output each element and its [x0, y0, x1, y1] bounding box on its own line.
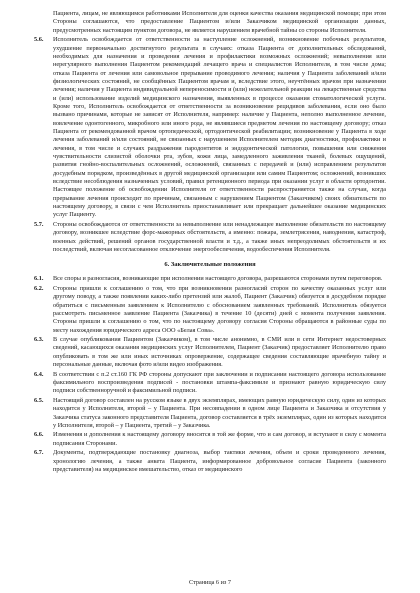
clause-number: 6.3.: [34, 336, 44, 344]
clause-number: 6.7.: [34, 449, 44, 457]
clause-text: Стороны освобождаются от ответственности за невыполнение или ненадлежащее выполнение обязательств по настоящему договору, возникшее вследствие форс-мажорных обстоятельств, а именно: пожара, землетрясения, наводнения, катастроф, военных действий, решений органов государственной власти и т.д., а также иных непреодолимых обстоятельств и их последствий, включая несогласованное отключение энергообеспечения, водообеспечения Исполнителя.: [53, 220, 386, 253]
clause-text: Все споры и разногласия, возникающие при исполнении настоящего договора, разрешаются сторонами путем переговоров.: [53, 275, 383, 283]
continuation-paragraph: [34, 10, 386, 35]
clause-6-5: [34, 397, 386, 430]
clause-number: 6.4.: [34, 370, 44, 378]
clause-number: 5.6.: [34, 36, 44, 44]
clause-6-3: [34, 336, 386, 369]
clause-text: Исполнитель освобождается от ответственности за наступление осложнений, возникновение побочных результатов, ухудшение первоначально достигнутого результата в случаях: отказа Пациента от дополнительных обследований, необходимых для назначения и проведения лечения и профилактики возможных осложнений; невыполнения или нерегулярного выполнения Пациентом рекомендаций лечащего врача и специалистов Исполнителя, в том числе дома; отказа Пациента от лечения или самовольное прерывание проводимого лечения; наличия у Пациента заболеваний и/или физиологических состояний, не сообщённых Пациентом врачам и, вследствие этого, неучтённых врачом при назначении лечения; наличия у Пациента индивидуальной непереносимости и (или) нежелательной реакции на лекарственные средства и (или) использование изделий медицинского назначения, выявленных в процессе оказания стоматологической услуги. Кроме того, Исполнитель освобождается от ответственности за возникновение рецидивов заболевания, если оно было вызвано причинами, которые не зависят от Исполнителя, например: наличие у Пациента, неполно выполненное лечение, вовлечение одонтогенного, микробного или иного рода, не являвшиеся предметом лечения по настоящему договору; отказ Пациента от рекомендованной врачом ортопедической, ортодонтической реабилитации; возникновение у Пациента в ходе лечения заболеваний и/или состояний, не связанных с нарушением Исполнителем методик диагностики, профилактики и лечения, в том числе и случаях раздражения пародонтитов и эндодонтической патологии, повышения или снижения чувствительности слизистой оболочки рта, зубов, кожи лица, замедленного заживления тканей, болевых ощущений, развития гнойно-воспалительных осложнений, осложнений, связанных с передачей и (или) исправлением результатов досудебным порядком, произведённых в другой медицинской организации или самим Пациентом; осложнений, возникших вследствие несоблюдения назначенных условий, правил ретенционного периода при оказании услуг в области ортодонтии. Настоящее положение об освобождении Исполнителя от ответственности распространяется также на случаи, когда прерывание лечения происходит по причинам, связанным с нарушением Пациентом (Заказчиком) своих обязательств по настоящему договору, в связи с чем Исполнитель приостанавливает или прекращает дальнейшее оказание медицинских услуг Пациенту.: [53, 36, 386, 219]
section-heading: 6. Заключительные положения: [164, 261, 256, 269]
clause-text: В случае опубликования Пациентом (Заказчиком), в том числе анонимно, в СМИ или в сети Интернет недостоверных сведений, касающихся оказания медицинских услуг Исполнителем, Пациент (Заказчик) предоставляет Исполнителю право опубликовать в том же или иных источниках опровержение, содержащее сведения составляющие врачебную тайну и персональные данные, включая фото и/или видео изображения.: [53, 336, 386, 369]
clause-number: 6.2.: [34, 284, 44, 292]
clause-text: Настоящий договор составлен на русском языке в двух экземплярах, имеющих равную юридическую силу, один из которых находится у Исполнителя, второй – у Пациента. При несовпадении в одном лице Пациента и Заказчика и отсутствия у Заказчика статуса законного представителя Пациента, договор составляется в трёх экземплярах, один из которых находится у Исполнителя, второй – у Пациента, третий – у Заказчика.: [53, 396, 386, 429]
page-number: Страница 6 из 7: [189, 579, 231, 586]
paragraph-text: Пациента, лицам, не являющимся работниками Исполнителя для оценки качества оказания медицинской помощи; при этом Стороны соглашаются, что предоставление Пациентом и/или Заказчиком медицинской организации данных, предусмотренных настоящим пунктом договора, не является нарушением врачебной тайны со стороны Исполнителя.: [53, 10, 386, 34]
clause-5-6: [34, 36, 386, 220]
clause-number: 6.1.: [34, 275, 44, 283]
clause-5-7: [34, 221, 386, 254]
clause-6-6: [34, 431, 386, 448]
clause-6-2: [34, 285, 386, 335]
clause-number: 5.7.: [34, 220, 44, 228]
clause-number: 6.6.: [34, 431, 44, 439]
clause-text: Изменения и дополнения к настоящему договору вносятся в той же форме, что и сам договор, и вступают в силу с момента подписания Сторонами.: [53, 431, 386, 447]
clause-text: В соответствии с п.2 ст.160 ГК РФ стороны допускают при заключении и подписании настоящего договора использование факсимильного воспроизведения подписей - постановки штампа-факсимиле и признают равную юридическую силу подписи собственноручной и факсимильной подписи.: [53, 370, 386, 395]
clause-6-7: [34, 449, 386, 474]
clause-number: 6.5.: [34, 396, 44, 404]
clause-6-4: [34, 371, 386, 396]
clause-text: Стороны пришли к соглашению о том, что при возникновении разногласий сторон по качеству оказанных услуг или другому поводу, а также появлении каких-либо претензий или жалоб, Пациент (Заказчик) обязуется в досудебном порядке обратиться с письменным заявлением к Исполнителю с обоснованием заявленных требований. Исполнитель обязуется рассмотреть письменное заявление Пациента (Заказчика) в течение 10 (десяти) дней с момента получения заявления. Стороны пришли к соглашению о том, что по настоящему договору согласия Стороны обращаются в районные суды по месту нахождения юридического адреса ООО «Белая Сова».: [53, 284, 386, 334]
clause-text: Документы, подтверждающие постановку диагноза, выбор тактики лечения, объем и сроки проведенного лечения, хронологию лечения, а также анкета Пациента, информированное добровольное согласие Пациента (законного представителя) на медицинское вмешательство, отказ от медицинского: [53, 449, 386, 474]
clause-6-1: [34, 275, 386, 283]
